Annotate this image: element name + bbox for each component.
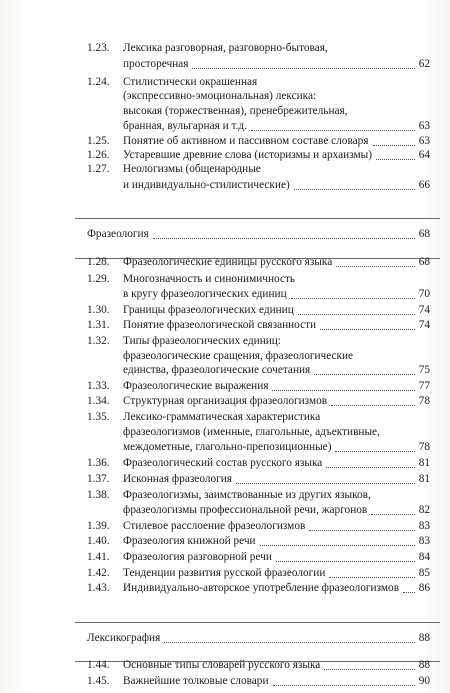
toc-entry-number: 1.35. — [87, 411, 110, 423]
dot-leader — [373, 145, 415, 146]
toc-entry-title: в кругу фразеологических единиц — [123, 288, 287, 300]
dot-leader — [336, 266, 414, 267]
toc-page-number: 63 — [418, 120, 430, 132]
toc-entry-number: 1.24. — [87, 76, 110, 88]
dot-leader — [309, 530, 414, 531]
toc-entry-title: Исконная фразеология — [123, 473, 232, 485]
toc-page-number: 88 — [418, 632, 430, 644]
toc-page-number: 77 — [418, 380, 430, 392]
toc-section-title: Лексикография — [87, 632, 161, 644]
toc-entry-title: Устаревшие древние слова (историзмы и архаизмы) — [123, 149, 373, 161]
toc-entry-number: 1.27. — [87, 163, 110, 175]
toc-entry-title: Важнейшие толковые словари — [123, 675, 269, 687]
dot-leader — [331, 405, 415, 406]
dot-leader — [314, 374, 414, 375]
toc-entry-number: 1.39. — [87, 520, 110, 532]
toc-page-number: 62 — [418, 58, 430, 70]
toc-entry-title: высокая (торжественная), пренебрежительная, — [123, 105, 348, 117]
toc-page-number: 83 — [418, 535, 430, 547]
toc-page-number: 68 — [418, 228, 430, 240]
toc-entry-number: 1.32. — [87, 335, 110, 347]
toc-page-number: 75 — [418, 364, 430, 376]
dot-leader — [251, 130, 415, 131]
dot-leader — [272, 390, 414, 391]
toc-entry-number: 1.29. — [87, 273, 110, 285]
toc-entry-title: Стилистически окрашенная — [123, 76, 258, 88]
dot-leader — [335, 451, 414, 452]
toc-page-number: 78 — [418, 395, 430, 407]
toc-entry-title: Фразеология книжной речи — [123, 535, 256, 547]
toc-page-number: 74 — [418, 319, 430, 331]
dot-leader — [153, 238, 415, 239]
toc-page-number: 84 — [418, 551, 430, 563]
toc-entry-number: 1.30. — [87, 304, 110, 316]
toc-entry-number: 1.26. — [87, 149, 110, 161]
toc-entry-title: фразеологические сращения, фразеологические — [123, 350, 354, 362]
toc-page-number: 81 — [418, 473, 430, 485]
dot-leader — [371, 514, 414, 515]
toc-page-number: 81 — [418, 457, 430, 469]
toc-entry-number: 1.45. — [87, 675, 110, 687]
toc-entry-title: Фразеология разговорной речи — [123, 551, 272, 563]
toc-page-number: 70 — [418, 288, 430, 300]
toc-entry-title: фразеологизмы профессиональной речи, жаргонов — [123, 504, 368, 516]
toc-entry-title: просторечная — [123, 58, 189, 70]
section-divider — [75, 218, 440, 219]
toc-entry-title: Понятие фразеологической связанности — [123, 319, 317, 331]
toc-entry-number: 1.41. — [87, 551, 110, 563]
toc-entry-title: бранная, вульгарная и т.д. — [123, 120, 247, 132]
toc-entry-number: 1.42. — [87, 567, 110, 579]
toc-entry-title: Лексика разговорная, разговорно-бытовая, — [123, 42, 328, 54]
toc-page-number: 78 — [418, 441, 430, 453]
toc-entry-number: 1.37. — [87, 473, 110, 485]
dot-leader — [329, 577, 414, 578]
dot-leader — [326, 467, 414, 468]
toc-entry-title: Фразеологические единицы русского языка — [123, 256, 333, 268]
toc-entry-title: Стилевое расслоение фразеологизмов — [123, 520, 306, 532]
dot-leader — [294, 189, 415, 190]
dot-leader — [376, 159, 415, 160]
toc-page-number: 68 — [418, 256, 430, 268]
toc-entry-title: Неологизмы (общенародные — [123, 163, 261, 175]
toc-entry-number: 1.28. — [87, 256, 110, 268]
toc-entry-number: 1.34. — [87, 395, 110, 407]
dot-leader — [273, 685, 415, 686]
toc-section-title: Фразеология — [87, 228, 149, 240]
toc-entry-title: Фразеологические выражения — [123, 380, 269, 392]
toc-page-number: 86 — [418, 582, 430, 594]
toc-entry-title: (экспрессивно-эмоциональная) лексика: — [123, 90, 317, 102]
toc-page-number: 63 — [418, 135, 430, 147]
toc-entry-title: Структурная организация фразеологизмов — [123, 395, 328, 407]
toc-page-number: 88 — [418, 659, 430, 671]
dot-leader — [291, 298, 415, 299]
toc-entry-title: Фразеологический состав русского языка — [123, 457, 323, 469]
dot-leader — [276, 561, 415, 562]
dot-leader — [324, 669, 414, 670]
dot-leader — [236, 483, 415, 484]
toc-entry-title: Многозначность и синонимичность — [123, 273, 296, 285]
toc-page-number: 82 — [418, 504, 430, 516]
toc-entry-number: 1.38. — [87, 489, 110, 501]
toc-entry-number: 1.36. — [87, 457, 110, 469]
dot-leader — [192, 68, 414, 69]
toc-entry-title: Понятие об активном и пассивном составе словаря — [123, 135, 369, 147]
dot-leader — [320, 329, 415, 330]
toc-entry-number: 1.33. — [87, 380, 110, 392]
toc-page-number: 74 — [418, 304, 430, 316]
toc-entry-title: Тенденции развития русской фразеологии — [123, 567, 326, 579]
toc-entry-title: Лексико-грамматическая характеристика — [123, 411, 321, 423]
toc-entry-number: 1.25. — [87, 135, 110, 147]
toc-entry-number: 1.43. — [87, 582, 110, 594]
toc-entry-title: междометные, глагольно-препозиционные) — [123, 441, 332, 453]
toc-page-number: 83 — [418, 520, 430, 532]
dot-leader — [403, 592, 415, 593]
toc-page-number: 66 — [418, 179, 430, 191]
toc-page-number: 85 — [418, 567, 430, 579]
toc-entry-title: Фразеологизмы, заимствованные из других языков, — [123, 489, 371, 501]
toc-entry-number: 1.23. — [87, 42, 110, 54]
dot-leader — [298, 314, 415, 315]
toc-page-number: 90 — [418, 675, 430, 687]
toc-entry-title: Индивидуально-авторское употребление фразеологизмов — [123, 582, 400, 594]
toc-entry-title: фразеологизмов (именные, глагольные, адъективные, — [123, 426, 380, 438]
toc-entry-title: единства, фразеологические сочетания — [123, 364, 311, 376]
dot-leader — [260, 545, 415, 546]
section-divider — [75, 622, 440, 623]
toc-entry-number: 1.31. — [87, 319, 110, 331]
toc-entry-number: 1.44. — [87, 659, 110, 671]
toc-entry-title: Границы фразеологических единиц — [123, 304, 294, 316]
dot-leader — [164, 642, 414, 643]
toc-entry-title: Основные типы словарей русского языка — [123, 659, 321, 671]
toc-entry-title: и индивидуально-стилистические) — [123, 179, 290, 191]
toc-entry-number: 1.40. — [87, 535, 110, 547]
toc-entry-title: Типы фразеологических единиц: — [123, 335, 281, 347]
toc-page-number: 64 — [418, 149, 430, 161]
